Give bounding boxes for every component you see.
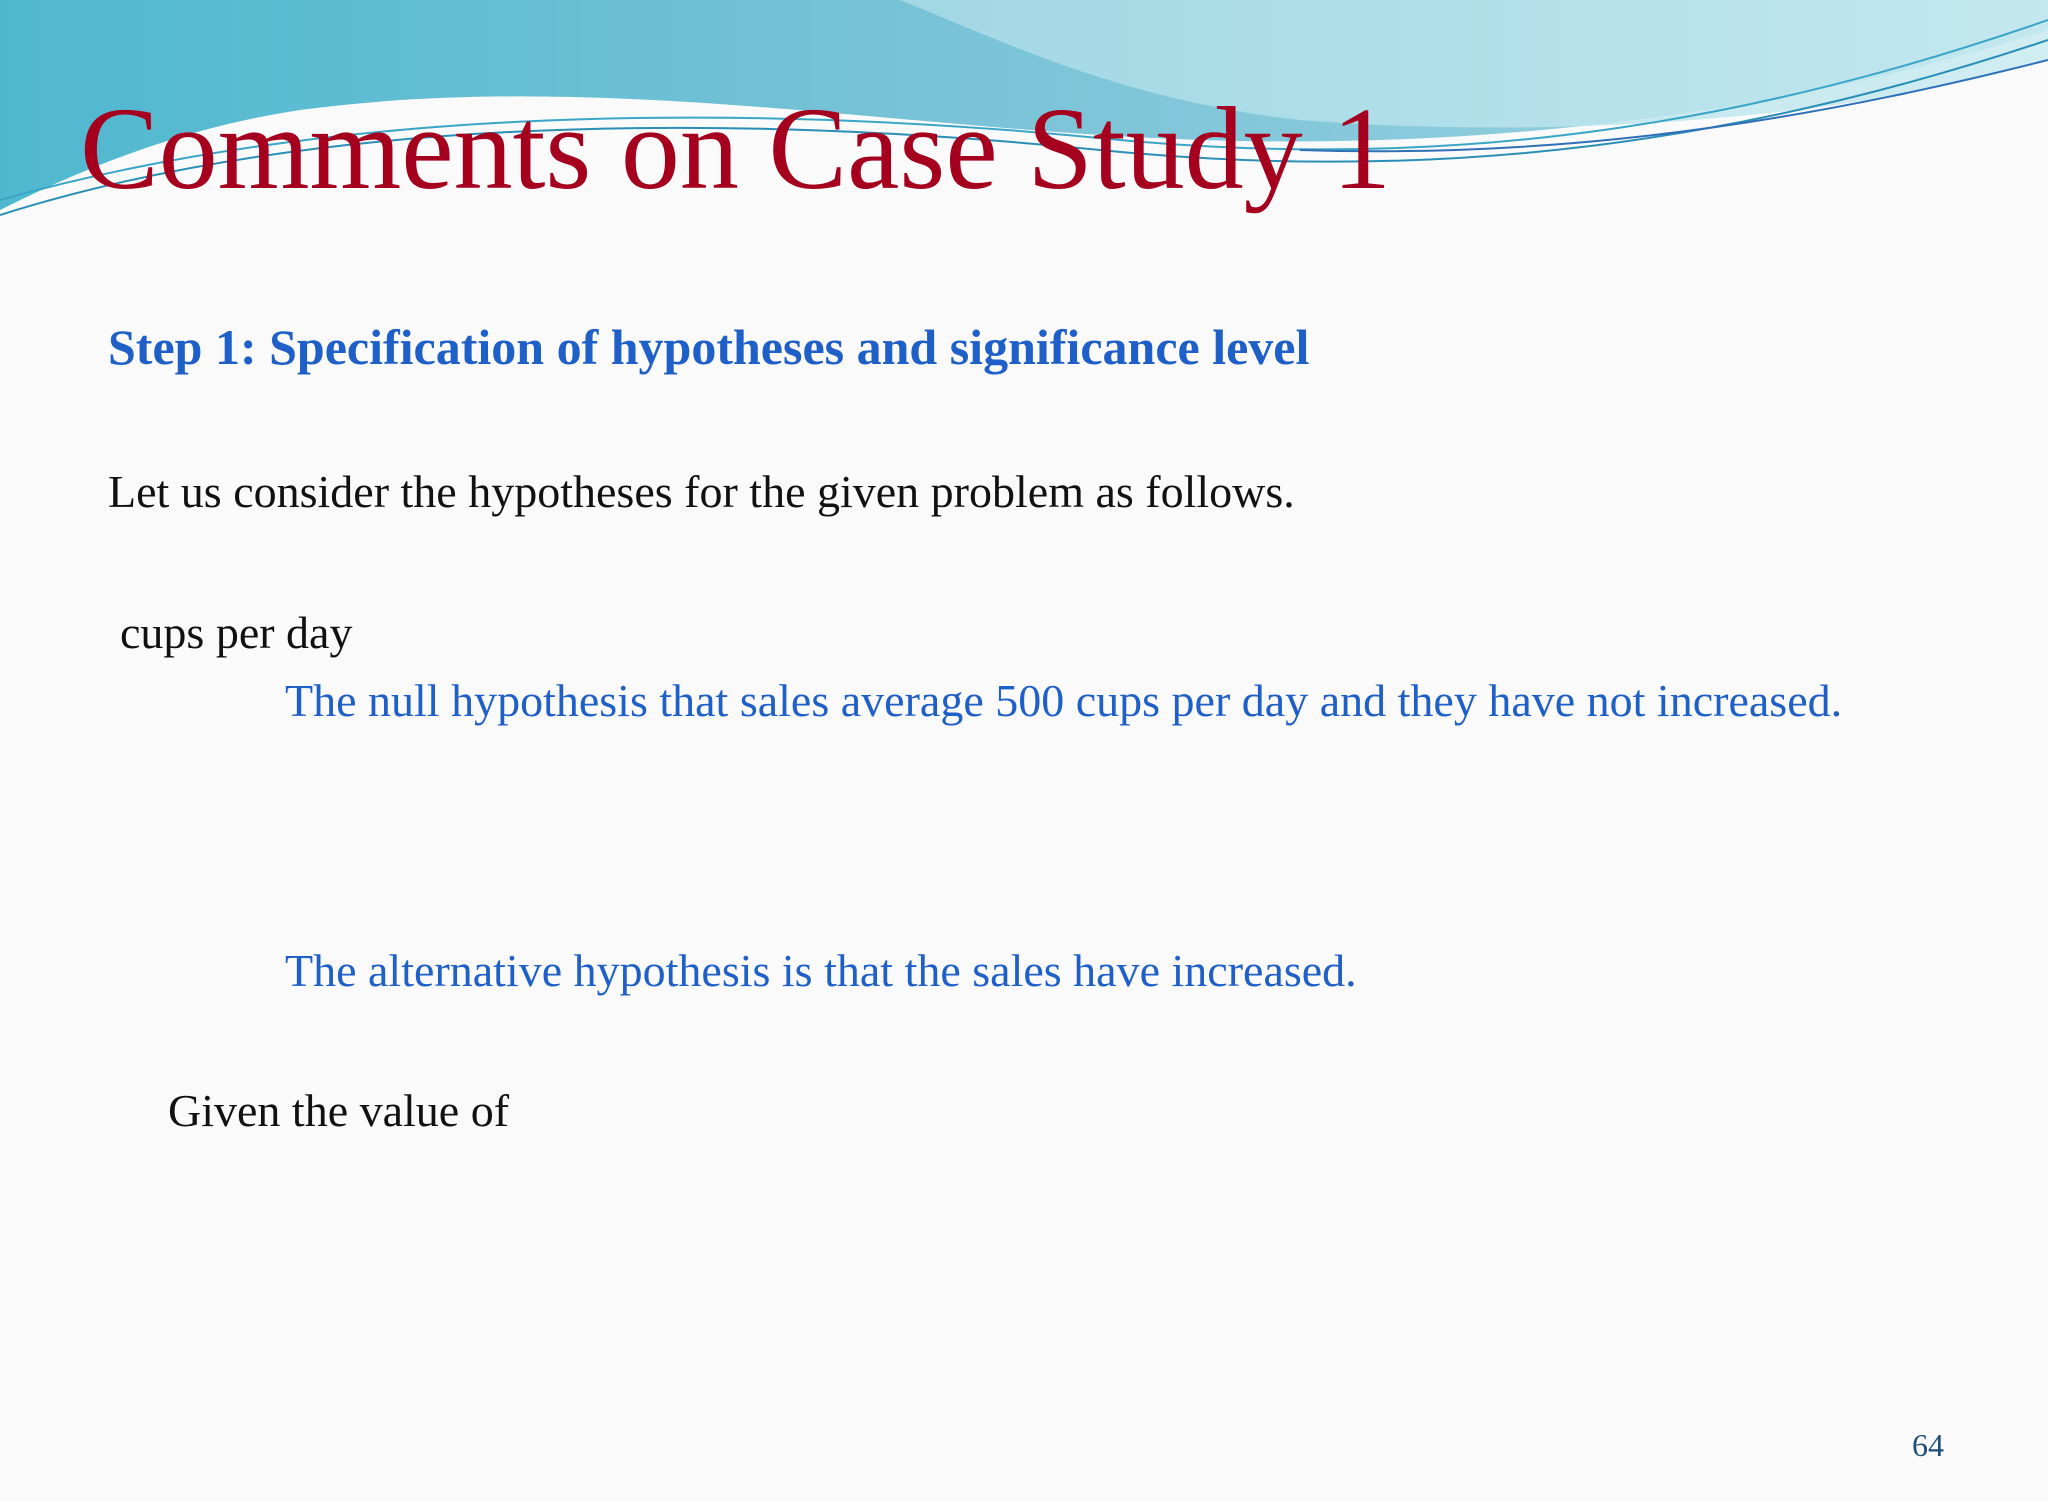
step-heading: Step 1: Specification of hypotheses and significance level	[108, 319, 1310, 375]
cups-per-day-label: cups per day	[120, 607, 353, 658]
alternative-hypothesis-text: The alternative hypothesis is that the sales have increased.	[285, 945, 1357, 996]
intro-text: Let us consider the hypotheses for the given problem as follows.	[108, 466, 1295, 517]
null-hypothesis-text: The null hypothesis that sales average 500 cups per day and they have not increased.	[285, 675, 1843, 726]
slide-title: Comments on Case Study 1	[80, 83, 1392, 214]
page-number: 64	[1912, 1427, 1944, 1463]
given-value-text: Given the value of	[168, 1085, 510, 1136]
